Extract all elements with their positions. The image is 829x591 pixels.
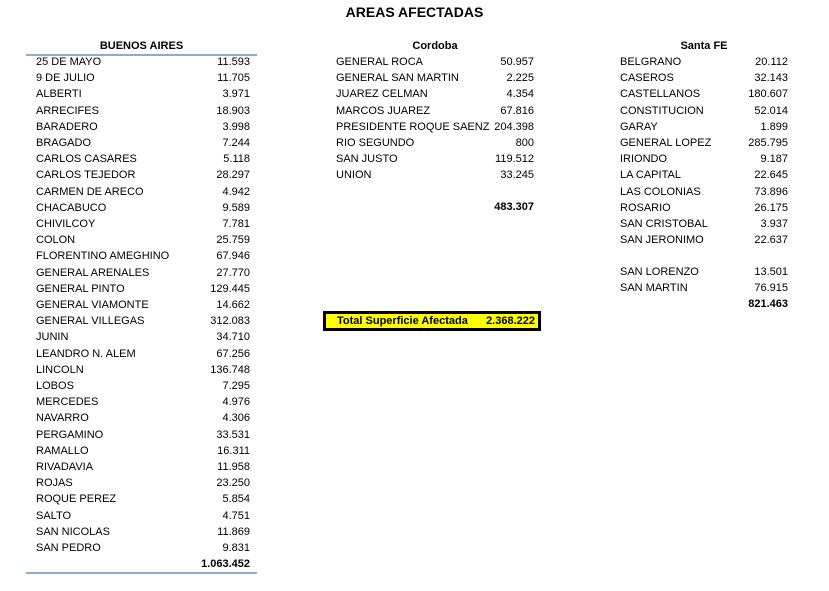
table-row (620, 216, 788, 232)
row-value: 11.705 (217, 72, 250, 85)
row-value: 34.710 (216, 331, 250, 344)
row-name: SAN JERONIMO (620, 234, 704, 247)
table-row (36, 70, 250, 86)
row-name: GENERAL ROCA (336, 56, 424, 68)
row-name: BARADERO (36, 120, 98, 133)
row-name: ROJAS (36, 477, 73, 490)
table-row (36, 184, 250, 200)
row-name: JUAREZ CELMAN (336, 88, 428, 101)
table-row (36, 167, 250, 183)
table-row (36, 329, 250, 345)
row-name: RIO SEGUNDO (336, 137, 415, 149)
table-row (336, 119, 534, 135)
row-value: 22.637 (754, 234, 788, 247)
row-name: MERCEDES (36, 396, 99, 409)
row-value: 67.256 (216, 347, 250, 360)
row-name: LEANDRO N. ALEM (36, 347, 136, 360)
row-value: 5.854 (222, 493, 250, 506)
table-row (336, 54, 534, 70)
row-name: GENERAL ARENALES (36, 266, 150, 279)
row-name: JUNIN (36, 331, 69, 344)
row-value: 22.645 (754, 169, 788, 182)
table-row (620, 119, 788, 135)
row-name: GENERAL LOPEZ (620, 137, 712, 149)
row-value: 136.748 (210, 363, 250, 376)
row-name: SAN MARTIN (620, 282, 688, 295)
table-row (336, 86, 534, 102)
row-name: SAN LORENZO (620, 266, 699, 278)
row-value: 32.143 (754, 72, 788, 85)
table-row (620, 103, 788, 119)
table-row (36, 540, 250, 556)
row-value: 285.795 (748, 137, 788, 149)
table-row (336, 103, 534, 119)
table-row (620, 135, 788, 151)
row-value: 67.946 (216, 250, 250, 263)
row-value: 18.903 (216, 104, 250, 117)
row-name: GENERAL VILLEGAS (36, 315, 145, 328)
row-value: 7.781 (222, 218, 250, 230)
row-name: 25 DE MAYO (36, 56, 102, 68)
table-row (620, 184, 788, 200)
table-row (36, 362, 250, 378)
row-name: SALTO (36, 509, 72, 522)
row-name: BELGRANO (620, 56, 682, 68)
row-name: LAS COLONIAS (620, 185, 701, 198)
row-value: 9.589 (222, 201, 250, 214)
row-name: GENERAL SAN MARTIN (336, 72, 459, 85)
row-name: RIVADAVIA (36, 461, 94, 473)
row-value: 9.187 (760, 153, 788, 166)
row-value: 11.869 (217, 525, 250, 538)
row-value: 7.295 (222, 380, 250, 392)
row-name: CARLOS TEJEDOR (36, 169, 136, 182)
table-row (620, 70, 788, 86)
table-row (36, 410, 250, 426)
row-value: 3.998 (222, 120, 250, 133)
row-value: 5.118 (223, 153, 250, 166)
row-value: 26.175 (754, 201, 788, 214)
buenos-aires-total: 1.063.452 (201, 558, 250, 570)
table-row (36, 151, 250, 167)
row-value: 7.244 (222, 137, 250, 149)
page-title: AREAS AFECTADAS (345, 4, 484, 20)
table-row (36, 524, 250, 540)
buenos-aires-header: BUENOS AIRES (99, 40, 184, 52)
table-row (36, 459, 250, 475)
row-name: CASEROS (620, 72, 674, 85)
row-name: CASTELLANOS (620, 88, 701, 101)
table-row (36, 103, 250, 119)
row-value: 4.354 (506, 88, 534, 101)
row-value: 13.501 (754, 266, 788, 278)
table-row (36, 378, 250, 394)
row-name: ALBERTI (36, 88, 82, 101)
row-name: ROQUE PEREZ (36, 493, 117, 506)
row-value: 33.531 (216, 428, 250, 441)
row-value: 4.976 (222, 396, 250, 409)
table-row (620, 280, 788, 296)
table-row (36, 86, 250, 102)
row-value: 1.899 (760, 120, 788, 133)
row-name: NAVARRO (36, 412, 89, 425)
row-name: SAN CRISTOBAL (620, 218, 708, 230)
row-name: GENERAL VIAMONTE (36, 299, 149, 311)
santa-fe-header: Santa FE (680, 40, 728, 52)
row-value: 20.112 (755, 56, 788, 68)
table-row (620, 232, 788, 248)
grand-total-value: 2.368.222 (486, 315, 535, 327)
table-row (620, 167, 788, 183)
row-name: SAN PEDRO (36, 542, 101, 554)
row-value: 312.083 (210, 315, 250, 328)
table-row (620, 151, 788, 167)
row-value: 28.297 (216, 169, 250, 182)
table-row (36, 443, 250, 459)
row-value: 800 (515, 137, 534, 149)
row-name: SAN JUSTO (336, 153, 398, 166)
row-name: IRIONDO (620, 153, 668, 166)
table-row (620, 86, 788, 102)
row-value: 73.896 (754, 185, 788, 198)
table-row (336, 70, 534, 86)
table-row (36, 394, 250, 410)
row-name: RAMALLO (36, 444, 89, 457)
row-name: GENERAL PINTO (36, 282, 125, 295)
cordoba-header: Cordoba (412, 40, 458, 52)
row-name: UNION (336, 169, 372, 182)
row-name: CARLOS CASARES (36, 153, 137, 166)
row-name: SAN NICOLAS (36, 525, 110, 538)
row-name: LOBOS (36, 380, 74, 392)
table-row (36, 265, 250, 281)
row-value: 2.225 (506, 72, 534, 85)
table-row (36, 475, 250, 491)
row-value: 4.306 (222, 412, 250, 425)
row-name: PRESIDENTE ROQUE SAENZ (336, 120, 490, 133)
row-name: COLON (36, 234, 76, 247)
table-row (36, 508, 250, 524)
table-row (36, 232, 250, 248)
row-value: 67.816 (500, 104, 534, 117)
table-row (36, 119, 250, 135)
row-value: 25.759 (216, 234, 250, 247)
table-row (36, 135, 250, 151)
table-row (36, 281, 250, 297)
row-value: 180.607 (748, 88, 788, 101)
row-value: 3.937 (760, 218, 788, 230)
row-name: FLORENTINO AMEGHINO (36, 250, 170, 263)
table-row (36, 200, 250, 216)
row-value: 11.593 (217, 56, 250, 68)
row-value: 119.512 (495, 153, 534, 166)
table-row (620, 200, 788, 216)
buenos-aires-footer-line (26, 572, 257, 574)
table-row (336, 151, 534, 167)
santa-fe-total: 821.463 (748, 298, 788, 310)
row-value: 23.250 (216, 477, 250, 490)
row-name: BRAGADO (36, 137, 92, 149)
row-value: 9.831 (222, 542, 250, 554)
row-value: 27.770 (216, 266, 250, 279)
table-row (36, 313, 250, 329)
row-value: 50.957 (500, 56, 534, 68)
row-name: CARMEN DE ARECO (36, 185, 144, 198)
row-value: 129.445 (210, 282, 250, 295)
grand-total-label: Total Superficie Afectada (337, 315, 468, 327)
table-row (36, 248, 250, 264)
row-name: CONSTITUCION (620, 104, 704, 117)
row-value: 11.958 (217, 461, 250, 473)
row-value: 204.398 (494, 120, 534, 133)
row-name: PERGAMINO (36, 428, 104, 441)
row-name: LINCOLN (36, 363, 84, 376)
table-row (620, 54, 788, 70)
grand-total-box (323, 311, 541, 331)
row-value: 3.971 (222, 88, 250, 101)
row-value: 4.751 (222, 509, 250, 522)
row-name: MARCOS JUAREZ (336, 104, 431, 117)
row-value: 52.014 (754, 104, 788, 117)
row-value: 76.915 (754, 282, 788, 295)
table-row (36, 427, 250, 443)
row-name: LA CAPITAL (620, 169, 681, 182)
row-value: 4.942 (222, 185, 250, 198)
table-row (336, 167, 534, 183)
row-name: ROSARIO (620, 201, 671, 214)
row-name: GARAY (620, 120, 658, 133)
row-name: CHACABUCO (36, 201, 107, 214)
cordoba-total: 483.307 (494, 201, 534, 213)
row-name: CHIVILCOY (36, 218, 96, 230)
table-row (336, 135, 534, 151)
table-row (36, 346, 250, 362)
row-value: 14.662 (216, 299, 250, 311)
row-value: 33.245 (500, 169, 534, 182)
table-row (36, 297, 250, 313)
table-row (36, 491, 250, 507)
row-value: 16.311 (217, 444, 250, 457)
row-name: ARRECIFES (36, 104, 99, 117)
table-row (620, 264, 788, 280)
table-row (36, 216, 250, 232)
row-name: 9 DE JULIO (36, 72, 95, 85)
table-row (36, 54, 250, 70)
